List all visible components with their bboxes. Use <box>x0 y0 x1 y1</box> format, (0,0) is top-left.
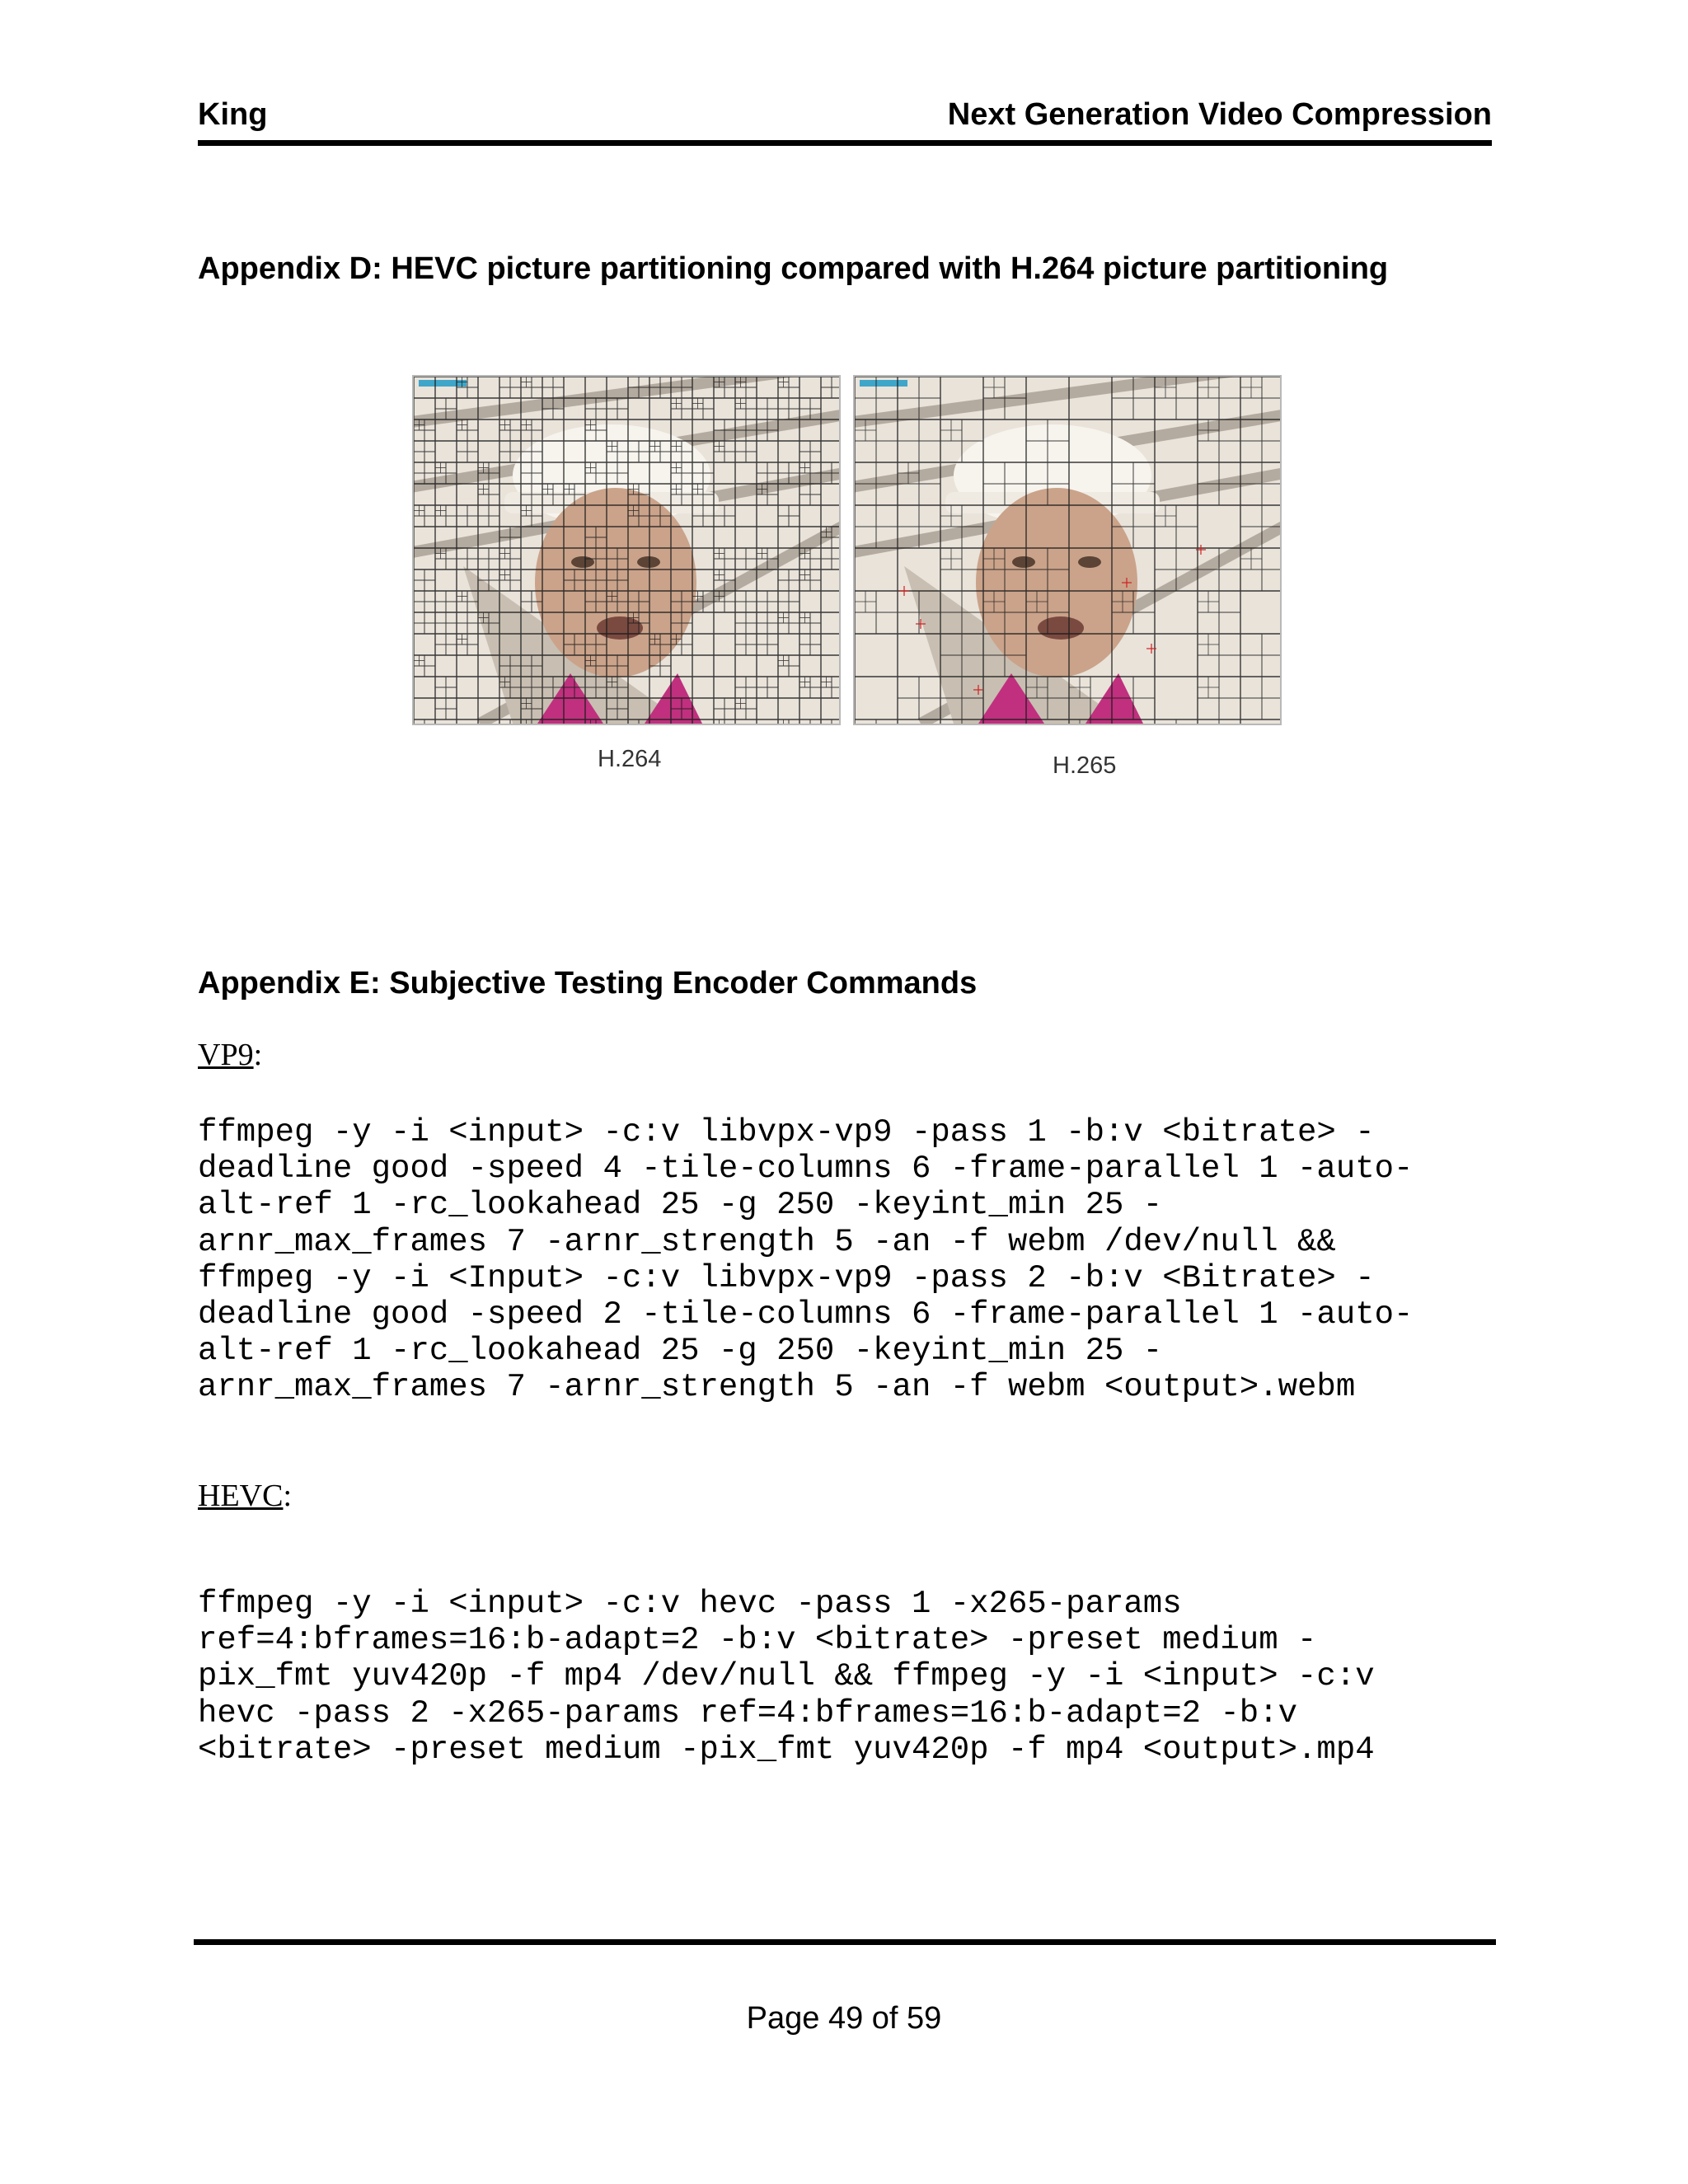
vp9-label-colon: : <box>253 1038 263 1072</box>
vp9-label <box>198 1037 262 1073</box>
footer-divider <box>194 1939 1496 1945</box>
h265-partition-image <box>853 375 1282 725</box>
h265-frame-illustration <box>855 377 1280 724</box>
h264-caption: H.264 <box>598 746 662 772</box>
vp9-command-block: ffmpeg -y -i <input> -c:v libvpx-vp9 -pass 1 -b:v <bitrate> - deadline good -speed 4 -tile-columns 6 -frame-parallel 1 -auto- alt-ref 1 -rc_lookahead 25 -g 250 -keyint_min 25 - arnr_max_frames 7 -arnr_strength 5 -an -f webm /dev/null && ffmpeg -y -i <Input> -c:v libvpx-vp9 -pass 2 -b:v <Bitrate> - deadline good -speed 2 -tile-columns 6 -frame-parallel 1 -auto- alt-ref 1 -rc_lookahead 25 -g 250 -keyint_min 25 - arnr_max_frames 7 -arnr_strength 5 -an -f webm <output>.webm <box>198 1114 1414 1406</box>
hevc-label-text: HEVC <box>198 1479 284 1513</box>
partitioning-figure <box>400 371 1298 799</box>
h264-partition-image <box>412 375 841 725</box>
hevc-command-block: ffmpeg -y -i <input> -c:v hevc -pass 1 -x265-params ref=4:bframes=16:b-adapt=2 -b:v <bitrate> -preset medium - pix_fmt yuv420p -f mp4 /dev/null && ffmpeg -y -i <input> -c:v hevc -pass 2 -x265-params ref=4:bframes=16:b-adapt=2 -b:v <bitrate> -preset medium -pix_fmt yuv420p -f mp4 <output>.mp4 <box>198 1586 1375 1768</box>
header-title: Next Generation Video Compression <box>947 97 1492 132</box>
header-author: King <box>198 97 268 132</box>
page-number: Page 49 of 59 <box>746 2001 942 2036</box>
running-header <box>198 97 1492 146</box>
appendix-d-heading: Appendix D: HEVC picture partitioning compared with H.264 picture partitioning <box>198 251 1389 286</box>
hevc-label <box>198 1478 292 1514</box>
h264-frame-illustration <box>414 377 839 724</box>
appendix-e-heading: Appendix E: Subjective Testing Encoder Commands <box>198 966 978 1001</box>
h265-caption: H.265 <box>1053 752 1117 779</box>
vp9-label-text: VP9 <box>198 1038 254 1072</box>
hevc-label-colon: : <box>283 1479 293 1513</box>
